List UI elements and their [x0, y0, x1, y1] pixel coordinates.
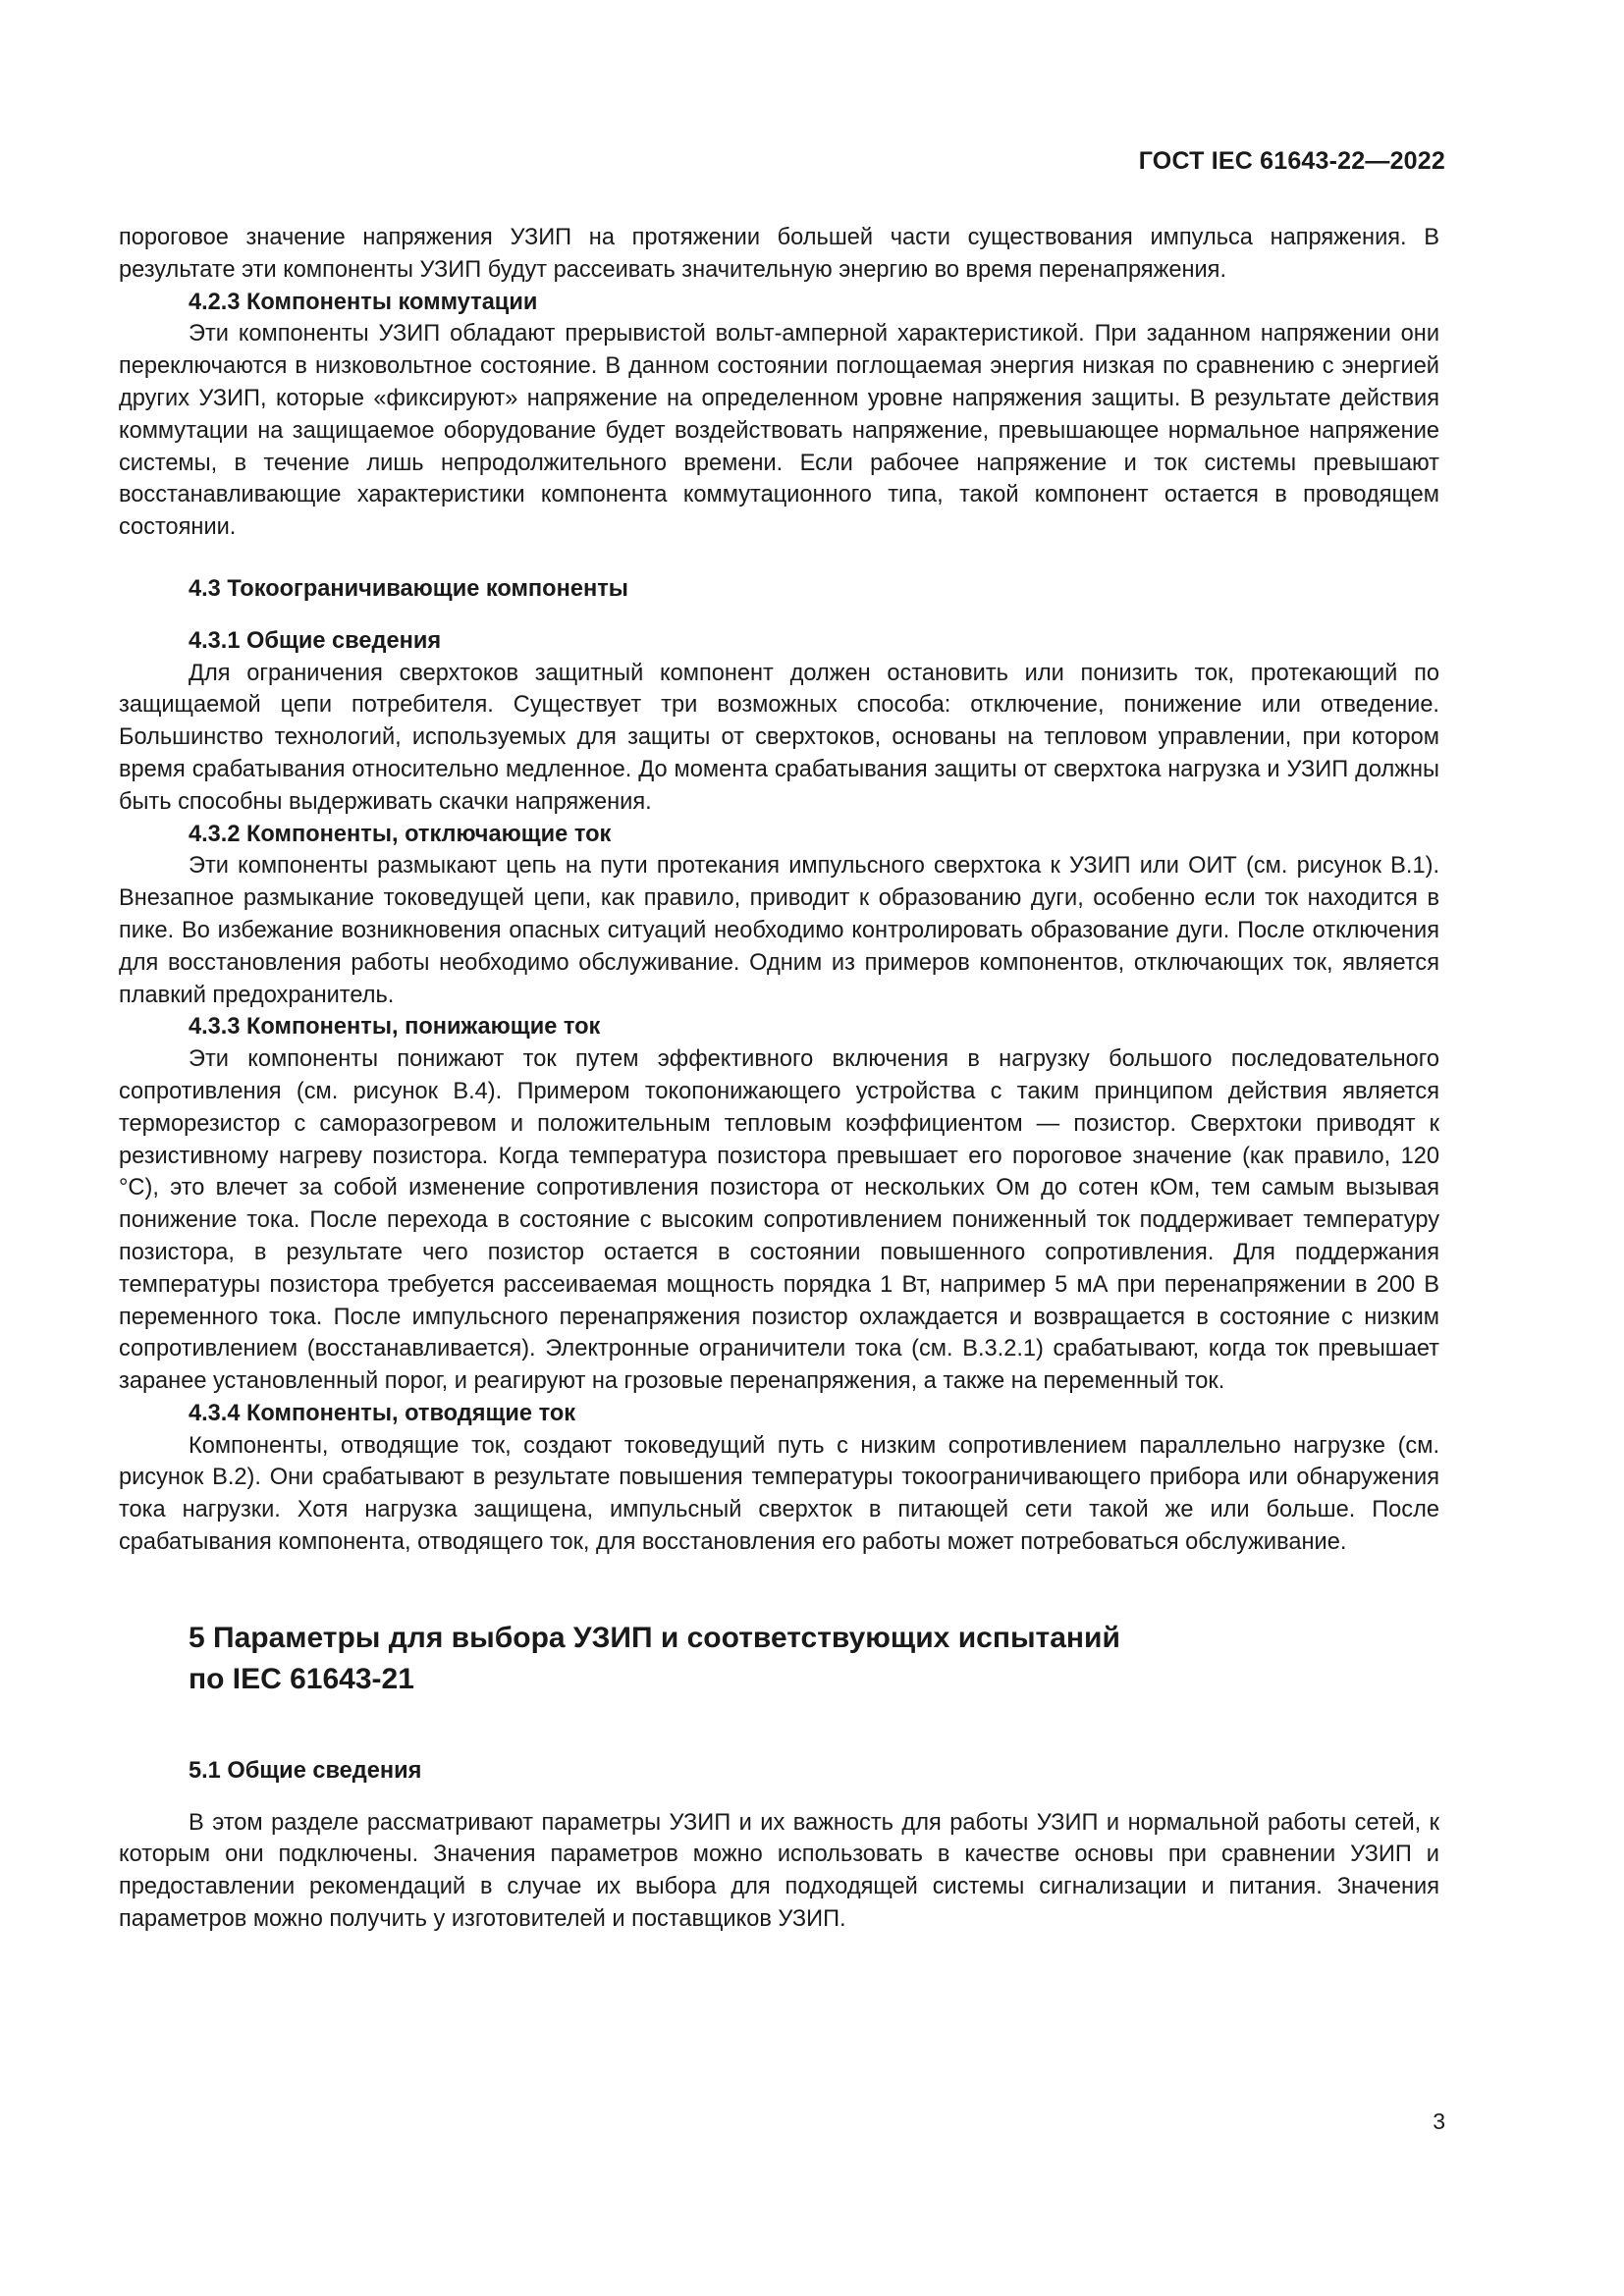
paragraph-4-3-3: Эти компоненты понижают ток путем эффективного включения в нагрузку большого последовательного сопротивления (см. рисунок В.4). Примером токопонижающего устройства с таким принципом действия является терморезистор с саморазогревом и положительным тепловым коэффициентом — позистор. Сверхтоки приводят к резистивному нагреву позистора. Когда температура позистора превышает его пороговое значение (как правило, 120 °С), это влечет за собой изменение сопротивления позистора от нескольких Ом до сотен кОм, тем самым вызывая понижение тока. После перехода в состояние с высоким сопротивлением пониженный ток поддерживает температуру позистора, в результате чего позистор остается в состоянии повышенного сопротивления. Для поддержания температуры позистора требуется рассеиваемая мощность порядка 1 Вт, например 5 мА при перенапряжении в 200 В переменного тока. После импульсного перенапряжения позистор охлаждается и возвращается в состояние с низким сопротивлением (восстанавливается). Электронные ограничители тока (см. В.3.2.1) срабатывают, когда ток превышает заранее установленный порог, и реагируют на грозовые перенапряжения, а также на переменный ток. [119, 1046, 1439, 1395]
section-5-title [119, 1618, 1439, 1700]
paragraph-5-1: В этом разделе рассматривают параметры УЗИП и их важность для работы УЗИП и нормальной работы сетей, к которым они подключены. Значения параметров можно использовать в качестве основы при сравнении УЗИП и предоставлении рекомендаций в случае их выбора для подходящей системы сигнализации и питания. Значения параметров можно получить у изготовителей и поставщиков УЗИП. [119, 1809, 1439, 1933]
heading-4-2-3: 4.2.3 Компоненты коммутации [189, 289, 538, 315]
paragraph-4-3-1: Для ограничения сверхтоков защитный компонент должен остановить или понизить ток, протекающий по защищаемой цепи потребителя. Существует три возможных способа: отключение, понижение или отведение. Большинство технологий, используемых для защиты от сверхтоков, основаны на тепловом управлении, при котором время срабатывания относительно медленное. До момента срабатывания защиты от сверхтока нагрузка и УЗИП должны быть способны выдерживать скачки напряжения. [119, 660, 1439, 815]
section-5-title-line-2: по IEC 61643-21 [189, 1662, 414, 1695]
heading-4-3-4: 4.3.4 Компоненты, отводящие ток [189, 1400, 576, 1426]
heading-4-3-3: 4.3.3 Компоненты, понижающие ток [189, 1014, 601, 1041]
document-code-header: ГОСТ IEC 61643-22—2022 [1138, 147, 1445, 175]
paragraph-continued: пороговое значение напряжения УЗИП на протяжении большей части существования импульса напряжения. В результате эти компоненты УЗИП будут рассеивать значительную энергию во время перенапряжения. [119, 225, 1439, 283]
page-number: 3 [1433, 2109, 1445, 2134]
paragraph-4-3-4: Компоненты, отводящие ток, создают токоведущий путь с низким сопротивлением параллельно нагрузке (см. рисунок В.2). Они срабатывают в результате повышения температуры токоограничивающего прибора или обнаружения тока нагрузки. Хотя нагрузка защищена, импульсный сверхток в питающей сети такой же или больше. После срабатывания компонента, отводящего ток, для восстановления его работы может потребоваться обслуживание. [119, 1432, 1439, 1556]
heading-4-3: 4.3 Токоограничивающие компоненты [189, 575, 628, 602]
heading-4-3-2: 4.3.2 Компоненты, отключающие ток [189, 821, 612, 847]
paragraph-4-3-2: Эти компоненты размыкают цепь на пути протекания импульсного сверхтока к УЗИП или ОИТ (см. рисунок В.1). Внезапное размыкание токоведущей цепи, как правило, приводит к образованию дуги, особенно если ток находится в пике. Во избежание возникновения опасных ситуаций необходимо контролировать образование дуги. После отключения для восстановления работы необходимо обслуживание. Одним из примеров компонентов, отключающих ток, является плавкий предохранитель. [119, 853, 1439, 1008]
document-body [119, 222, 1439, 1936]
paragraph-4-2-3: Эти компоненты УЗИП обладают прерывистой вольт-амперной характеристикой. При заданном напряжении они переключаются в низковольтное состояние. В данном состоянии поглощаемая энергия низкая по сравнению с энергией других УЗИП, которые «фиксируют» напряжение на определенном уровне напряжения защиты. В результате действия коммутации на защищаемое оборудование будет воздействовать напряжение, превышающее нормальное напряжение системы, в течение лишь непродолжительного времени. Если рабочее напряжение и ток системы превышают восстанавливающие характеристики компонента коммутационного типа, такой компонент остается в проводящем состоянии. [119, 321, 1439, 541]
heading-4-3-1: 4.3.1 Общие сведения [189, 627, 442, 654]
heading-5-1: 5.1 Общие сведения [189, 1757, 422, 1784]
section-5-title-line-1: 5 Параметры для выбора УЗИП и соответствующих испытаний [189, 1621, 1120, 1654]
